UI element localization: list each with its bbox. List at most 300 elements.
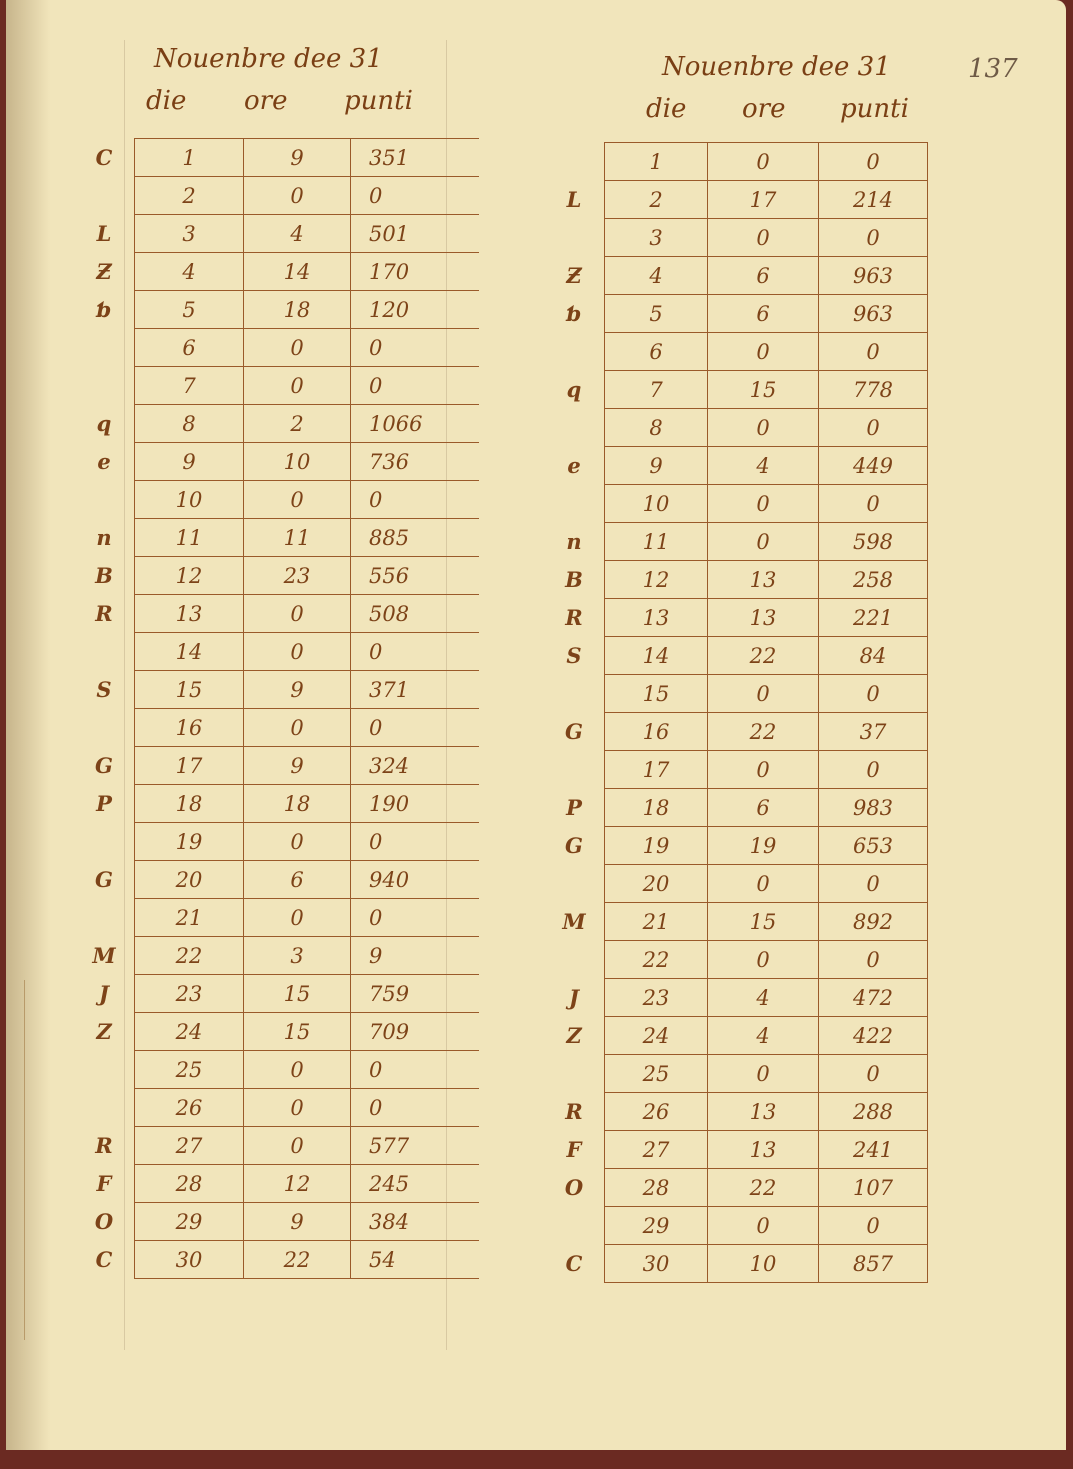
table-row — [544, 637, 928, 675]
cell-punti: 577 — [351, 1127, 480, 1165]
table-row — [74, 1013, 479, 1051]
row-sign-mark — [74, 367, 135, 405]
row-sign-mark: C — [95, 1247, 113, 1272]
row-sign-mark: G — [95, 867, 113, 892]
table-row — [74, 253, 479, 291]
cell-punti: 221 — [819, 599, 928, 637]
row-sign-mark: R — [95, 601, 113, 626]
cell-ore: 10 — [708, 1245, 819, 1283]
row-sign-mark — [544, 1055, 605, 1093]
cell-punti: 0 — [819, 865, 928, 903]
cell-die: 5 — [135, 291, 244, 329]
cell-ore: 0 — [708, 219, 819, 257]
cell-die: 16 — [605, 713, 708, 751]
cell-ore: 15 — [244, 975, 351, 1013]
cell-punti: 288 — [819, 1093, 928, 1131]
cell-die: 2 — [605, 181, 708, 219]
cell-punti: 778 — [819, 371, 928, 409]
cell-die: 8 — [605, 409, 708, 447]
row-sign-mark — [544, 675, 605, 713]
row-sign-mark: ƅ — [566, 301, 582, 326]
row-sign-mark — [74, 329, 135, 367]
cell-ore: 6 — [708, 295, 819, 333]
cell-punti: 0 — [351, 1051, 480, 1089]
table-row — [544, 1245, 928, 1283]
table-row — [544, 143, 928, 181]
cell-die: 24 — [135, 1013, 244, 1051]
cell-punti: 258 — [819, 561, 928, 599]
cell-die: 14 — [135, 633, 244, 671]
cell-ore: 0 — [708, 523, 819, 561]
table-row — [74, 1089, 479, 1127]
table-row — [74, 975, 479, 1013]
cell-ore: 0 — [244, 899, 351, 937]
cell-punti: 371 — [351, 671, 480, 709]
cell-punti: 449 — [819, 447, 928, 485]
cell-ore: 0 — [708, 333, 819, 371]
cell-die: 5 — [605, 295, 708, 333]
right-col-header-punti: punti — [840, 94, 909, 124]
row-sign-mark — [74, 899, 135, 937]
cell-punti: 709 — [351, 1013, 480, 1051]
cell-punti: 0 — [819, 485, 928, 523]
cell-die: 28 — [605, 1169, 708, 1207]
cell-punti: 351 — [351, 139, 480, 177]
cell-ore: 0 — [708, 1055, 819, 1093]
row-sign-mark: B — [565, 567, 583, 592]
cell-ore: 0 — [244, 1089, 351, 1127]
cell-punti: 120 — [351, 291, 480, 329]
cell-die: 25 — [605, 1055, 708, 1093]
cell-die: 16 — [135, 709, 244, 747]
table-row — [544, 599, 928, 637]
cell-ore: 0 — [244, 633, 351, 671]
table-row — [544, 257, 928, 295]
row-sign-mark — [74, 823, 135, 861]
left-month-title: Nouenbre dee 31 — [154, 44, 383, 74]
table-row — [544, 219, 928, 257]
table-row — [74, 215, 479, 253]
cell-ore: 15 — [708, 371, 819, 409]
table-row — [544, 409, 928, 447]
row-sign-mark: O — [94, 1209, 114, 1234]
row-sign-mark: F — [566, 1137, 582, 1162]
row-sign-mark: B — [95, 563, 113, 588]
cell-die: 27 — [605, 1131, 708, 1169]
cell-die: 22 — [605, 941, 708, 979]
cell-die: 30 — [135, 1241, 244, 1279]
row-sign-mark — [544, 485, 605, 523]
cell-punti: 508 — [351, 595, 480, 633]
table-row — [544, 903, 928, 941]
left-ephemeris-table — [74, 138, 479, 1279]
row-sign-mark — [544, 1207, 605, 1245]
cell-ore: 19 — [708, 827, 819, 865]
row-sign-mark — [544, 219, 605, 257]
table-row — [544, 1093, 928, 1131]
row-sign-mark: S — [96, 677, 112, 702]
cell-die: 15 — [135, 671, 244, 709]
cell-ore: 9 — [244, 671, 351, 709]
cell-ore: 0 — [244, 823, 351, 861]
cell-ore: 10 — [244, 443, 351, 481]
table-row — [74, 177, 479, 215]
cell-ore: 0 — [244, 481, 351, 519]
cell-die: 20 — [135, 861, 244, 899]
cell-ore: 13 — [708, 561, 819, 599]
row-sign-mark — [74, 633, 135, 671]
cell-die: 9 — [605, 447, 708, 485]
right-col-header-ore: ore — [742, 94, 786, 124]
table-row — [74, 671, 479, 709]
cell-ore: 0 — [244, 709, 351, 747]
table-row — [544, 789, 928, 827]
row-sign-mark — [74, 1051, 135, 1089]
table-row — [74, 747, 479, 785]
cell-punti: 653 — [819, 827, 928, 865]
table-row — [74, 899, 479, 937]
cell-die: 13 — [605, 599, 708, 637]
table-row — [74, 329, 479, 367]
table-row — [74, 1127, 479, 1165]
table-row — [544, 865, 928, 903]
cell-punti: 241 — [819, 1131, 928, 1169]
cell-die: 25 — [135, 1051, 244, 1089]
table-row — [544, 713, 928, 751]
cell-die: 4 — [605, 257, 708, 295]
cell-die: 17 — [135, 747, 244, 785]
cell-punti: 892 — [819, 903, 928, 941]
table-row — [544, 523, 928, 561]
cell-die: 29 — [605, 1207, 708, 1245]
cell-ore: 4 — [708, 979, 819, 1017]
row-sign-mark: J — [569, 985, 579, 1010]
cell-ore: 22 — [708, 637, 819, 675]
cell-die: 18 — [605, 789, 708, 827]
table-row — [74, 1165, 479, 1203]
cell-die: 7 — [605, 371, 708, 409]
right-ephemeris-table — [544, 142, 928, 1283]
cell-punti: 885 — [351, 519, 480, 557]
cell-punti: 736 — [351, 443, 480, 481]
cell-die: 26 — [135, 1089, 244, 1127]
table-row — [74, 861, 479, 899]
cell-ore: 0 — [708, 865, 819, 903]
table-row — [74, 1203, 479, 1241]
row-sign-mark: R — [95, 1133, 113, 1158]
table-row — [74, 785, 479, 823]
cell-die: 23 — [135, 975, 244, 1013]
cell-die: 22 — [135, 937, 244, 975]
table-row — [544, 333, 928, 371]
cell-punti: 0 — [819, 1055, 928, 1093]
row-sign-mark: e — [567, 453, 581, 478]
row-sign-mark: L — [96, 221, 112, 246]
cell-punti: 0 — [351, 329, 480, 367]
cell-punti: 384 — [351, 1203, 480, 1241]
cell-die: 19 — [605, 827, 708, 865]
cell-punti: 0 — [819, 219, 928, 257]
cell-punti: 170 — [351, 253, 480, 291]
cell-punti: 0 — [819, 143, 928, 181]
row-sign-mark: q — [566, 377, 582, 402]
cell-die: 2 — [135, 177, 244, 215]
cell-punti: 245 — [351, 1165, 480, 1203]
row-sign-mark: q — [96, 411, 112, 436]
folio-number: 137 — [968, 54, 1018, 84]
row-sign-mark: R — [565, 605, 583, 630]
cell-ore: 15 — [244, 1013, 351, 1051]
row-sign-mark: ƅ — [96, 297, 112, 322]
row-sign-mark: C — [95, 145, 113, 170]
cell-ore: 0 — [708, 143, 819, 181]
cell-punti: 54 — [351, 1241, 480, 1279]
cell-ore: 23 — [244, 557, 351, 595]
cell-ore: 0 — [244, 595, 351, 633]
cell-die: 10 — [135, 481, 244, 519]
cell-punti: 0 — [819, 675, 928, 713]
cell-punti: 963 — [819, 257, 928, 295]
cell-punti: 0 — [819, 409, 928, 447]
cell-punti: 9 — [351, 937, 480, 975]
cell-punti: 598 — [819, 523, 928, 561]
row-sign-mark — [544, 941, 605, 979]
row-sign-mark — [74, 709, 135, 747]
row-sign-mark: M — [562, 909, 586, 934]
cell-ore: 0 — [708, 409, 819, 447]
cell-punti: 0 — [819, 1207, 928, 1245]
cell-ore: 0 — [244, 367, 351, 405]
cell-die: 11 — [135, 519, 244, 557]
cell-ore: 0 — [708, 485, 819, 523]
cell-punti: 0 — [819, 941, 928, 979]
cell-punti: 214 — [819, 181, 928, 219]
row-sign-mark: Ƶ — [96, 259, 112, 284]
row-sign-mark — [74, 177, 135, 215]
cell-punti: 556 — [351, 557, 480, 595]
cell-punti: 0 — [351, 709, 480, 747]
cell-ore: 0 — [708, 1207, 819, 1245]
cell-punti: 0 — [351, 823, 480, 861]
table-row — [544, 979, 928, 1017]
cell-die: 13 — [135, 595, 244, 633]
left-col-header-ore: ore — [244, 86, 288, 116]
cell-ore: 9 — [244, 747, 351, 785]
row-sign-mark: n — [566, 529, 582, 554]
table-row — [544, 371, 928, 409]
row-sign-mark — [544, 143, 605, 181]
cell-punti: 0 — [351, 899, 480, 937]
cell-punti: 857 — [819, 1245, 928, 1283]
cell-punti: 472 — [819, 979, 928, 1017]
cell-die: 26 — [605, 1093, 708, 1131]
cell-punti: 0 — [819, 751, 928, 789]
row-sign-mark: J — [99, 981, 109, 1006]
cell-ore: 0 — [244, 177, 351, 215]
cell-die: 8 — [135, 405, 244, 443]
cell-die: 12 — [135, 557, 244, 595]
cell-die: 20 — [605, 865, 708, 903]
cell-ore: 22 — [244, 1241, 351, 1279]
table-row — [74, 937, 479, 975]
cell-punti: 0 — [351, 481, 480, 519]
row-sign-mark: G — [565, 833, 583, 858]
row-sign-mark: e — [97, 449, 111, 474]
cell-ore: 0 — [708, 751, 819, 789]
table-row — [544, 1169, 928, 1207]
cell-ore: 18 — [244, 291, 351, 329]
cell-die: 14 — [605, 637, 708, 675]
row-sign-mark — [74, 1089, 135, 1127]
cell-ore: 6 — [708, 789, 819, 827]
row-sign-mark — [544, 751, 605, 789]
cell-die: 21 — [605, 903, 708, 941]
cell-punti: 963 — [819, 295, 928, 333]
table-row — [74, 481, 479, 519]
cell-die: 1 — [135, 139, 244, 177]
cell-punti: 84 — [819, 637, 928, 675]
cell-die: 23 — [605, 979, 708, 1017]
table-row — [544, 751, 928, 789]
cell-die: 12 — [605, 561, 708, 599]
table-row — [544, 295, 928, 333]
table-row — [544, 561, 928, 599]
row-sign-mark — [544, 409, 605, 447]
row-sign-mark — [74, 481, 135, 519]
cell-ore: 15 — [708, 903, 819, 941]
table-row — [544, 827, 928, 865]
cell-ore: 11 — [244, 519, 351, 557]
cell-ore: 4 — [244, 215, 351, 253]
table-row — [544, 447, 928, 485]
table-row — [74, 443, 479, 481]
cell-ore: 2 — [244, 405, 351, 443]
table-row — [74, 1051, 479, 1089]
cell-punti: 940 — [351, 861, 480, 899]
cell-die: 19 — [135, 823, 244, 861]
row-sign-mark — [544, 333, 605, 371]
manuscript-page — [6, 0, 1066, 1450]
cell-die: 11 — [605, 523, 708, 561]
previous-page-edge — [6, 980, 25, 1340]
cell-punti: 983 — [819, 789, 928, 827]
cell-punti: 759 — [351, 975, 480, 1013]
cell-die: 9 — [135, 443, 244, 481]
row-sign-mark: M — [92, 943, 116, 968]
row-sign-mark: R — [565, 1099, 583, 1124]
cell-die: 7 — [135, 367, 244, 405]
cell-die: 1 — [605, 143, 708, 181]
cell-die: 28 — [135, 1165, 244, 1203]
cell-die: 17 — [605, 751, 708, 789]
cell-ore: 13 — [708, 599, 819, 637]
cell-ore: 6 — [244, 861, 351, 899]
cell-ore: 0 — [708, 675, 819, 713]
cell-ore: 0 — [244, 329, 351, 367]
row-sign-mark: G — [565, 719, 583, 744]
cell-die: 15 — [605, 675, 708, 713]
cell-die: 29 — [135, 1203, 244, 1241]
cell-die: 18 — [135, 785, 244, 823]
table-row — [544, 1131, 928, 1169]
table-row — [74, 823, 479, 861]
right-col-header-die: die — [646, 94, 687, 124]
row-sign-mark: Z — [96, 1019, 112, 1044]
table-row — [544, 1017, 928, 1055]
table-row — [74, 1241, 479, 1279]
cell-ore: 14 — [244, 253, 351, 291]
row-sign-mark: Z — [566, 1023, 582, 1048]
row-sign-mark: P — [96, 791, 112, 816]
cell-ore: 6 — [708, 257, 819, 295]
cell-ore: 13 — [708, 1131, 819, 1169]
cell-punti: 501 — [351, 215, 480, 253]
row-sign-mark: G — [95, 753, 113, 778]
cell-punti: 1066 — [351, 405, 480, 443]
cell-punti: 37 — [819, 713, 928, 751]
cell-punti: 422 — [819, 1017, 928, 1055]
cell-punti: 107 — [819, 1169, 928, 1207]
row-sign-mark: L — [566, 187, 582, 212]
table-row — [544, 941, 928, 979]
cell-punti: 324 — [351, 747, 480, 785]
cell-die: 10 — [605, 485, 708, 523]
cell-die: 6 — [605, 333, 708, 371]
table-row — [74, 367, 479, 405]
table-row — [74, 519, 479, 557]
left-col-header-die: die — [146, 86, 187, 116]
row-sign-mark — [544, 865, 605, 903]
left-col-header-punti: punti — [344, 86, 413, 116]
cell-die: 4 — [135, 253, 244, 291]
cell-ore: 18 — [244, 785, 351, 823]
cell-ore: 4 — [708, 447, 819, 485]
cell-ore: 0 — [244, 1051, 351, 1089]
cell-ore: 22 — [708, 713, 819, 751]
cell-punti: 0 — [351, 633, 480, 671]
row-sign-mark: Ƶ — [566, 263, 582, 288]
cell-die: 6 — [135, 329, 244, 367]
row-sign-mark: C — [565, 1251, 583, 1276]
cell-ore: 22 — [708, 1169, 819, 1207]
table-row — [74, 633, 479, 671]
row-sign-mark: F — [96, 1171, 112, 1196]
cell-ore: 12 — [244, 1165, 351, 1203]
table-row — [544, 1207, 928, 1245]
cell-ore: 13 — [708, 1093, 819, 1131]
cell-ore: 3 — [244, 937, 351, 975]
cell-die: 30 — [605, 1245, 708, 1283]
cell-ore: 0 — [244, 1127, 351, 1165]
cell-ore: 17 — [708, 181, 819, 219]
cell-die: 24 — [605, 1017, 708, 1055]
table-row — [544, 675, 928, 713]
row-sign-mark: S — [566, 643, 582, 668]
cell-punti: 0 — [351, 177, 480, 215]
table-row — [74, 291, 479, 329]
right-month-title: Nouenbre dee 31 — [662, 52, 891, 82]
table-row — [544, 485, 928, 523]
table-row — [74, 709, 479, 747]
cell-ore: 9 — [244, 139, 351, 177]
cell-punti: 190 — [351, 785, 480, 823]
cell-ore: 9 — [244, 1203, 351, 1241]
row-sign-mark: O — [564, 1175, 584, 1200]
cell-die: 27 — [135, 1127, 244, 1165]
cell-punti: 0 — [351, 367, 480, 405]
table-row — [74, 557, 479, 595]
table-row — [74, 595, 479, 633]
